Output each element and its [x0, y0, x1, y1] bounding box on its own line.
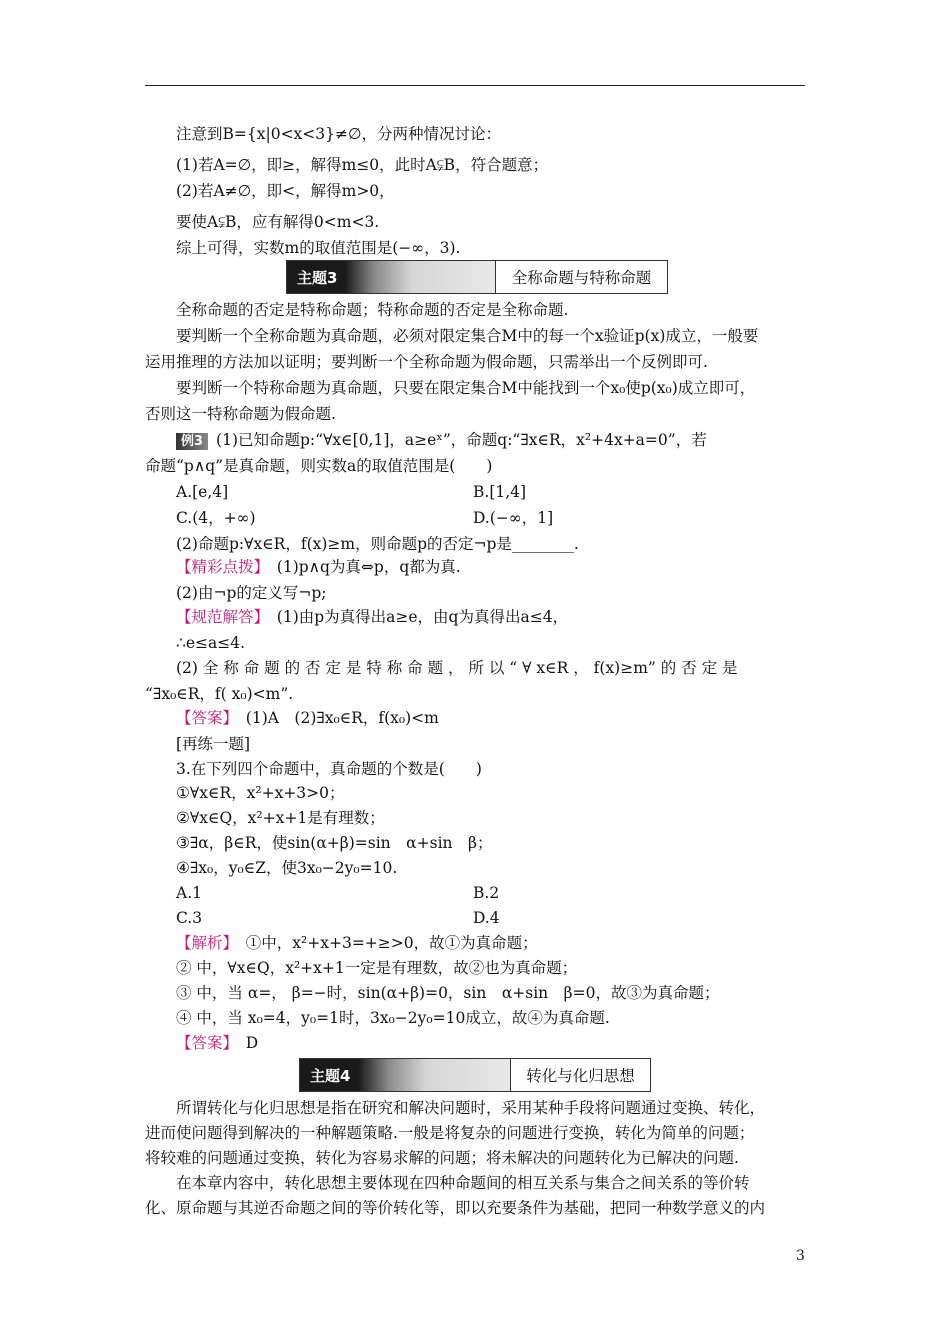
text-line: ④ 中，当 x₀=4，y₀=1时，3x₀−2y₀=10成立，故④为真命题. [176, 1009, 610, 1027]
option-a: A.[e,4] [176, 483, 229, 501]
jingcai-line [176, 557, 461, 577]
option-b: B.2 [473, 884, 500, 902]
example-badge: 例3 [176, 433, 208, 450]
text-line: 命题“p∧q”是真命题，则实数a的取值范围是( ) [145, 457, 493, 475]
text-line: D [245, 1034, 259, 1052]
text-line: 进而使问题得到解决的一种解题策略.一般是将复杂的问题进行变换，转化为简单的问题； [145, 1124, 755, 1142]
answer-label: 【答案】 [176, 1034, 231, 1052]
text-line: (2)由¬p的定义写¬p; [176, 584, 327, 602]
text-line: 化、原命题与其逆否命题之间的等价转化等，即以充要条件为基础，把同一种数学意义的内 [145, 1199, 766, 1217]
header-rule [145, 85, 805, 86]
option-a: A.1 [176, 884, 202, 902]
topic-4-tag: 主题4 [300, 1059, 511, 1091]
text-line: 要使A⫋B，应有解得0<m<3. [176, 213, 380, 231]
jiexi-label: 【解析】 [176, 934, 231, 952]
text-line: (1)已知命题p:“∀x∈[0,1]，a≥eˣ”，命题q:“∃x∈R，x²+4x+a=0”，若 [216, 431, 707, 449]
option-c: C.(4，+∞) [176, 509, 256, 527]
text-line: (1)由p为真得出a≥e，由q为真得出a≤4， [276, 608, 569, 626]
text-line: 运用推理的方法加以证明；要判断一个全称命题为假命题，只需举出一个反例即可. [145, 353, 708, 371]
example-3-line [176, 430, 707, 450]
text-line: (1)p∧q为真⇔p，q都为真. [276, 558, 461, 576]
topic-3-tag: 主题3 [287, 261, 496, 293]
guifan-line [176, 607, 568, 627]
text-line: (2)若A≠∅，即<，解得m>0， [176, 182, 395, 200]
text-line: 否则这一特称命题为假命题. [145, 405, 336, 423]
jingcai-label: 【精彩点拨】 [176, 558, 262, 576]
text-line: ①∀x∈R，x²+x+3>0； [176, 784, 345, 802]
page-number: 3 [796, 1248, 805, 1264]
text-line: 将较难的问题通过变换，转化为容易求解的问题；将未解决的问题转化为已解决的问题. [145, 1149, 739, 1167]
text-line: ④∃x₀，y₀∈Z，使3x₀−2y₀=10. [176, 859, 398, 877]
answer-1-line [176, 708, 439, 728]
topic-3-title: 全称命题与特称命题 [511, 269, 652, 287]
text-line: 在本章内容中，转化思想主要体现在四种命题间的相互关系与集合之间关系的等价转 [176, 1174, 750, 1192]
guifan-label: 【规范解答】 [176, 608, 262, 626]
text-line: 要判断一个特称命题为真命题，只要在限定集合M中能找到一个x₀使p(x₀)成立即可， [176, 379, 756, 397]
text-line: 全称命题的否定是特称命题；特称命题的否定是全称命题. [176, 301, 569, 319]
answer-label: 【答案】 [176, 709, 231, 727]
text-line: ∴e≤a≤4. [176, 634, 246, 652]
option-d: D.4 [473, 909, 500, 927]
text-line: 所谓转化与化归思想是指在研究和解决问题时，采用某种手段将问题通过变换、转化， [176, 1099, 766, 1117]
topic-3-banner [286, 260, 668, 294]
text-line: 综上可得，实数m的取值范围是(−∞，3). [176, 239, 461, 257]
answer-2-line [176, 1033, 258, 1053]
option-b: B.[1,4] [473, 483, 527, 501]
text-line: ② 中，∀x∈Q，x²+x+1一定是有理数，故②也为真命题； [176, 959, 578, 977]
option-c: C.3 [176, 909, 203, 927]
text-line: (2) 全 称 命 题 的 否 定 是 特 称 命 题 ， 所 以 “ ∀ x∈R ， f(x)≥m” 的 否 定 是 [176, 659, 738, 677]
text-line: (1)A (2)∃x₀∈R，f(x₀)<m [245, 709, 439, 727]
text-line: ③∃α，β∈R，使sin(α+β)=sin α+sin β； [176, 834, 493, 852]
text-line: ③ 中，当 α=， β=−时，sin(α+β)=0，sin α+sin β=0，故③为真命题； [176, 984, 720, 1002]
jiexi-line [176, 933, 538, 953]
text-line: [再练一题] [176, 735, 251, 753]
topic-4-banner [299, 1058, 651, 1092]
text-line: 注意到B={x|0<x<3}≠∅，分两种情况讨论： [176, 125, 501, 143]
text-line: (1)若A=∅，即≥，解得m≤0，此时A⫋B，符合题意； [176, 156, 549, 174]
text-line: ①中，x²+x+3=+≥>0，故①为真命题； [245, 934, 538, 952]
text-line: 要判断一个全称命题为真命题，必须对限定集合M中的每一个x验证p(x)成立，一般要 [176, 327, 759, 345]
text-line: ②∀x∈Q，x²+x+1是有理数； [176, 809, 385, 827]
topic-4-title: 转化与化归思想 [526, 1067, 635, 1085]
text-line: “∃x₀∈R，f( x₀)<m”. [145, 685, 294, 703]
text-line: (2)命题p:∀x∈R，f(x)≥m，则命题p的否定¬p是________. [176, 535, 579, 553]
text-line: 3.在下列四个命题中，真命题的个数是( ) [176, 760, 482, 778]
option-d: D.(−∞，1] [473, 509, 554, 527]
